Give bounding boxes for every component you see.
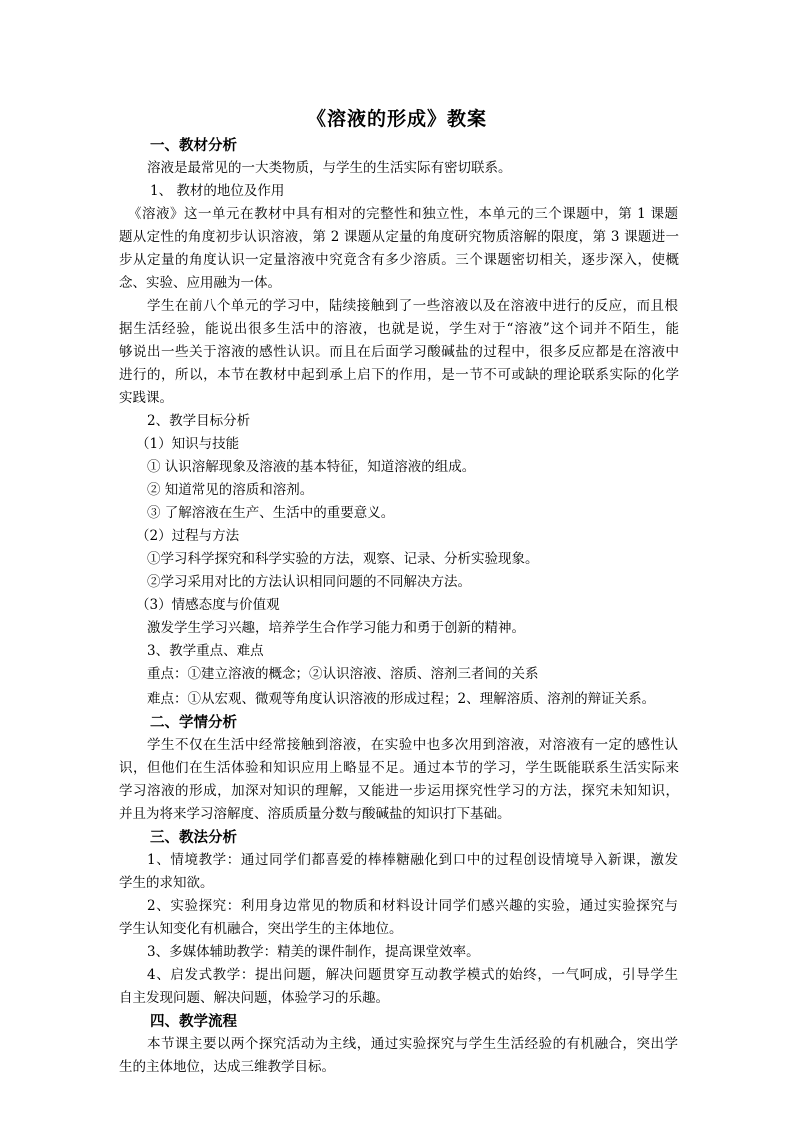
goal-item: ①学习科学探究和科学实验的方法，观察、记录、分析实验现象。 [147,551,539,567]
subheading: 1、 教材的地位及作用 [150,183,285,199]
key-point: 重点：①建立溶液的概念；②认识溶液、溶质、溶剂三者间的关系 [147,666,539,682]
paragraph-line: 念、实验、应用融为一体。 [119,275,281,291]
paragraph-line: 实践课。 [119,390,173,406]
paragraph-line: 学生不仅在生活中经常接触到溶液，在实验中也多次用到溶液，对溶液有一定的感性认 [147,737,678,753]
section-heading-4: 四、教学流程 [150,1013,237,1030]
goal-item: 激发学生学习兴趣，培养学生合作学习能力和勇于创新的精神。 [147,620,525,636]
paragraph-line: 《溶液》这一单元在教材中具有相对的完整性和独立性，本单元的三个课题中，第 1 课题 [128,206,678,222]
paragraph-line: 据生活经验，能说出很多生活中的溶液，也就是说，学生对于“溶液”这个词并不陌生，能 [119,321,679,337]
paragraph-line: 够说出一些关于溶液的感性认识。而且在后面学习酸碱盐的过程中，很多反应都是在溶液中 [119,344,679,360]
goal-title: （3）情感态度与价值观 [136,597,280,613]
paragraph-line: 并且为将来学习溶解度、溶质质量分数与酸碱盐的知识打下基础。 [119,806,511,822]
section-heading-3: 三、教法分析 [150,829,237,846]
paragraph-line: 2、实验探究：利用身边常见的物质和材料设计同学们感兴趣的实验，通过实验探究与 [147,898,678,914]
section-heading-1: 一、教材分析 [150,137,237,154]
paragraph-line: 步从定量的角度认识一定量溶液中究竟含有多少溶质。三个课题密切相关，逐步深入，使概 [119,252,679,268]
goal-item: ②学习采用对比的方法认识相同问题的不同解决方法。 [147,574,471,590]
paragraph-line: 生的主体地位，达成三维教学目标。 [119,1059,335,1075]
paragraph-line: 学生在前八个单元的学习中，陆续接触到了一些溶液以及在溶液中进行的反应，而且根 [147,298,678,314]
paragraph-line: 自主发现问题、解决问题，体验学习的乐趣。 [119,990,389,1006]
paragraph-line: 4、启发式教学：提出问题，解决问题贯穿互动教学模式的始终，一气呵成，引导学生 [147,967,678,983]
paragraph-line: 进行的，所以，本节在教材中起到承上启下的作用，是一节不可或缺的理论联系实际的化学 [119,367,679,383]
subheading: 2、教学目标分析 [147,413,251,429]
difficult-point: 难点：①从宏观、微观等角度认识溶液的形成过程；2、理解溶质、溶剂的辩证关系。 [147,691,656,707]
goal-item: ③ 了解溶液在生产、生活中的重要意义。 [147,505,395,521]
paragraph-line: 识，但他们在生活体验和知识应用上略显不足。通过本节的学习，学生既能联系生活实际来 [119,760,679,776]
paragraph-line: 学习溶液的形成，加深对知识的理解，又能进一步运用探究性学习的方法，探究未知知识， [119,783,679,799]
paragraph-line: 题从定性的角度初步认识溶液，第 2 课题从定量的角度研究物质溶解的限度，第 3 课题进一 [119,229,679,245]
paragraph-line: 1、情境教学：通过同学们都喜爱的棒棒糖融化到口中的过程创设情境导入新课，激发 [147,852,678,868]
document-title: 《溶液的形成》教案 [306,108,487,130]
goal-title: （1）知识与技能 [136,436,240,452]
goal-item: ① 认识溶解现象及溶液的基本特征，知道溶液的组成。 [147,459,476,475]
goal-item: ② 知道常见的溶质和溶剂。 [147,482,314,498]
paragraph-line: 学生认知变化有机融合，突出学生的主体地位。 [119,921,403,937]
goal-title: （2）过程与方法 [136,528,240,544]
paragraph-line: 3、多媒体辅助教学：精美的课件制作，提高课堂效率。 [147,944,480,960]
paragraph-line: 学生的求知欲。 [119,875,214,891]
paragraph-line: 溶液是最常见的一大类物质，与学生的生活实际有密切联系。 [147,160,512,176]
section-heading-2: 二、学情分析 [150,714,237,731]
paragraph-line: 本节课主要以两个探究活动为主线，通过实验探究与学生生活经验的有机融合，突出学 [147,1036,678,1052]
subheading: 3、教学重点、难点 [147,643,264,659]
